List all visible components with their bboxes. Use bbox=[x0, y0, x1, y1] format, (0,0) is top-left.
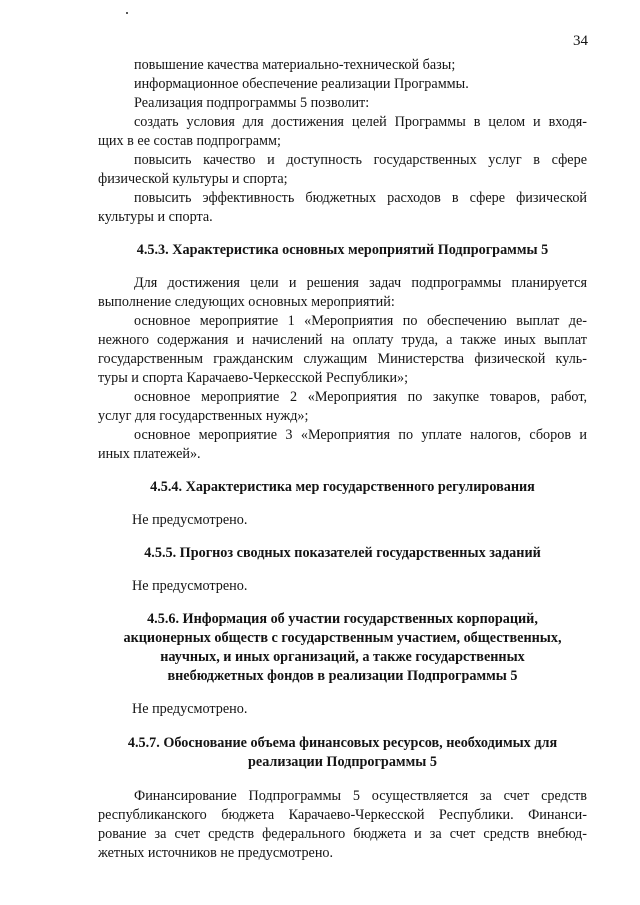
heading-line: 4.5.7. Обоснование объема финансовых ресурсов, необходимых для bbox=[127, 735, 558, 751]
section-heading-4-5-7 bbox=[98, 734, 587, 772]
heading-line: внебюджетных фондов в реализации Подпрограммы 5 bbox=[167, 668, 518, 684]
section-heading-4-5-6 bbox=[98, 610, 587, 686]
page-content bbox=[98, 56, 587, 863]
text-line: Финансирование Подпрограммы 5 осуществляется за счет средств bbox=[134, 788, 587, 804]
text-line: повышение качества материально-технической базы; bbox=[134, 57, 456, 73]
intro-block bbox=[98, 56, 587, 113]
text-line: физической культуры и спорта; bbox=[98, 171, 288, 187]
text-line: основное мероприятие 2 «Мероприятия по закупке товаров, работ, bbox=[134, 389, 587, 405]
section-4-5-6-text: Не предусмотрено. bbox=[132, 701, 248, 717]
text-line: рование за счет средств федерального бюджета и за счет средств внебюд- bbox=[98, 826, 587, 842]
text-line: нежного содержания и начислений на оплату труда, а также иных выплат bbox=[98, 332, 587, 348]
goal-paragraph bbox=[98, 113, 587, 151]
goal-paragraph bbox=[98, 189, 587, 227]
text-line: культуры и спорта. bbox=[98, 209, 213, 225]
text-line: государственным гражданским служащим Министерства физической куль- bbox=[98, 351, 587, 367]
text-line: выполнение следующих основных мероприятий: bbox=[98, 294, 395, 310]
section-4-5-3-intro bbox=[98, 274, 587, 312]
text-line: повысить качество и доступность государственных услуг в сфере bbox=[134, 152, 587, 168]
text-line: щих в ее состав подпрограмм; bbox=[98, 133, 281, 149]
text-line: информационное обеспечение реализации Программы. bbox=[134, 76, 469, 92]
text-line: повысить эффективность бюджетных расходов в сфере физической bbox=[134, 190, 587, 206]
activity-item-2 bbox=[98, 388, 587, 426]
activity-item-3 bbox=[98, 426, 587, 464]
text-line: Для достижения цели и решения задач подпрограммы планируется bbox=[134, 275, 587, 291]
scan-speck bbox=[126, 12, 128, 14]
text-line: основное мероприятие 3 «Мероприятия по уплате налогов, сборов и bbox=[134, 427, 587, 443]
section-4-5-7-paragraph bbox=[98, 787, 587, 863]
section-4-5-5-text: Не предусмотрено. bbox=[132, 578, 248, 594]
section-4-5-4-text: Не предусмотрено. bbox=[132, 512, 248, 528]
section-heading-4-5-3: 4.5.3. Характеристика основных мероприятий Подпрограммы 5 bbox=[136, 242, 549, 258]
text-line: иных платежей». bbox=[98, 446, 201, 462]
section-heading-4-5-5: 4.5.5. Прогноз сводных показателей государственных заданий bbox=[144, 545, 541, 561]
page-number: 34 bbox=[573, 33, 588, 49]
activity-item-1 bbox=[98, 312, 587, 388]
text-line: услуг для государственных нужд»; bbox=[98, 408, 309, 424]
text-line: создать условия для достижения целей Программы в целом и входя- bbox=[134, 114, 587, 130]
text-line: Реализация подпрограммы 5 позволит: bbox=[134, 95, 370, 111]
section-heading-4-5-4: 4.5.4. Характеристика мер государственного регулирования bbox=[150, 479, 535, 495]
heading-line: реализации Подпрограммы 5 bbox=[248, 754, 437, 770]
heading-line: 4.5.6. Информация об участии государственных корпораций, bbox=[147, 611, 538, 627]
text-line: основное мероприятие 1 «Мероприятия по обеспечению выплат де- bbox=[134, 313, 587, 329]
text-line: туры и спорта Карачаево-Черкесской Республики»; bbox=[98, 370, 409, 386]
heading-line: научных, и иных организаций, а также государственных bbox=[160, 649, 525, 665]
goal-paragraph bbox=[98, 151, 587, 189]
heading-line: акционерных обществ с государственным участием, общественных, bbox=[123, 630, 562, 646]
text-line: жетных источников не предусмотрено. bbox=[98, 845, 334, 861]
text-line: республиканского бюджета Карачаево-Черкесской Республики. Финанси- bbox=[98, 807, 587, 823]
